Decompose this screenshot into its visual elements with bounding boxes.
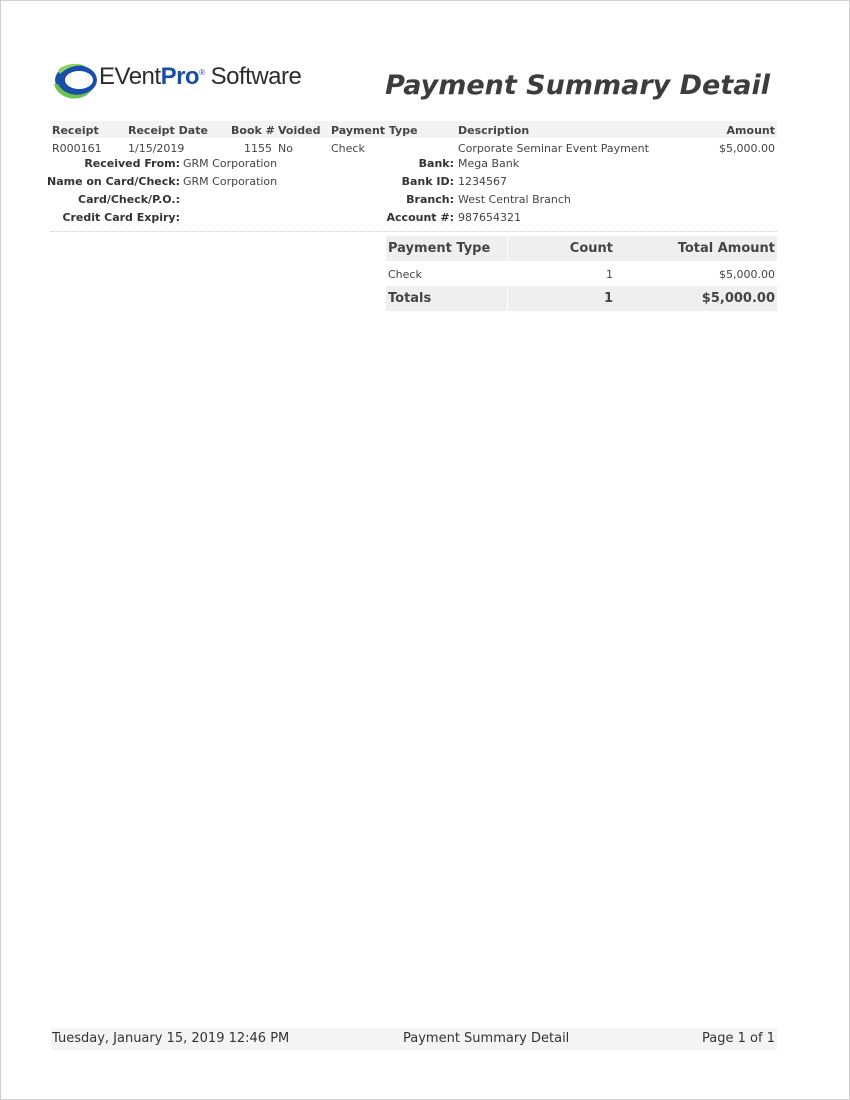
summary-header-divider <box>507 236 508 261</box>
summary-totals-label: Totals <box>388 291 432 306</box>
voided-value: No <box>278 142 293 155</box>
eventpro-logo <box>52 60 312 102</box>
col-book-header: Book # <box>231 124 275 137</box>
card-check-po-label: Card/Check/P.O.: <box>78 193 180 206</box>
logo-registered-mark: ® <box>199 68 205 77</box>
amount-value: $5,000.00 <box>719 142 775 155</box>
received-from-label: Received From: <box>84 157 180 170</box>
col-amount-header: Amount <box>726 124 775 137</box>
report-title: Payment Summary Detail <box>385 70 770 101</box>
logo-brand-suffix: Software <box>210 63 302 90</box>
col-receipt-header: Receipt <box>52 124 99 137</box>
summary-totals-divider <box>507 286 508 311</box>
summary-totals-count: 1 <box>603 291 613 306</box>
bank-label: Bank: <box>418 157 454 170</box>
received-from-value: GRM Corporation <box>183 157 278 170</box>
account-number-value: 987654321 <box>458 211 521 224</box>
footer-title: Payment Summary Detail <box>403 1031 570 1046</box>
bank-id-label: Bank ID: <box>401 175 454 188</box>
receipt-number: R000161 <box>52 142 102 155</box>
logo-wordmark <box>99 63 301 91</box>
summary-row-payment-type: Check <box>388 268 422 281</box>
credit-card-expiry-label: Credit Card Expiry: <box>62 211 180 224</box>
col-voided-header: Voided <box>278 124 321 137</box>
summary-row-total-amount: $5,000.00 <box>719 268 775 281</box>
logo-brand-pro: Pro <box>160 63 200 90</box>
description-value: Corporate Seminar Event Payment <box>458 142 649 155</box>
col-receipt-date-header: Receipt Date <box>128 124 208 137</box>
section-divider <box>51 231 777 232</box>
col-payment-type-header: Payment Type <box>331 124 418 137</box>
payment-type-value: Check <box>331 142 365 155</box>
summary-col-count: Count <box>569 241 613 256</box>
bank-id-value: 1234567 <box>458 175 507 188</box>
account-number-label: Account #: <box>386 211 454 224</box>
footer-date: Tuesday, January 15, 2019 12:46 PM <box>52 1031 290 1046</box>
summary-col-total-amount: Total Amount <box>677 241 775 256</box>
footer-page-number: Page 1 of 1 <box>702 1031 775 1046</box>
logo-brand-prefix: EVent <box>99 63 161 90</box>
summary-totals-amount: $5,000.00 <box>701 291 775 306</box>
col-description-header: Description <box>458 124 530 137</box>
eventpro-swoosh-icon <box>52 60 98 102</box>
branch-label: Branch: <box>406 193 454 206</box>
branch-value: West Central Branch <box>458 193 571 206</box>
name-on-card-value: GRM Corporation <box>183 175 278 188</box>
name-on-card-label: Name on Card/Check: <box>46 175 180 188</box>
receipt-date: 1/15/2019 <box>128 142 185 155</box>
book-number: 1155 <box>244 142 272 155</box>
summary-row-count: 1 <box>606 268 613 281</box>
summary-col-payment-type: Payment Type <box>388 241 491 256</box>
bank-value: Mega Bank <box>458 157 520 170</box>
